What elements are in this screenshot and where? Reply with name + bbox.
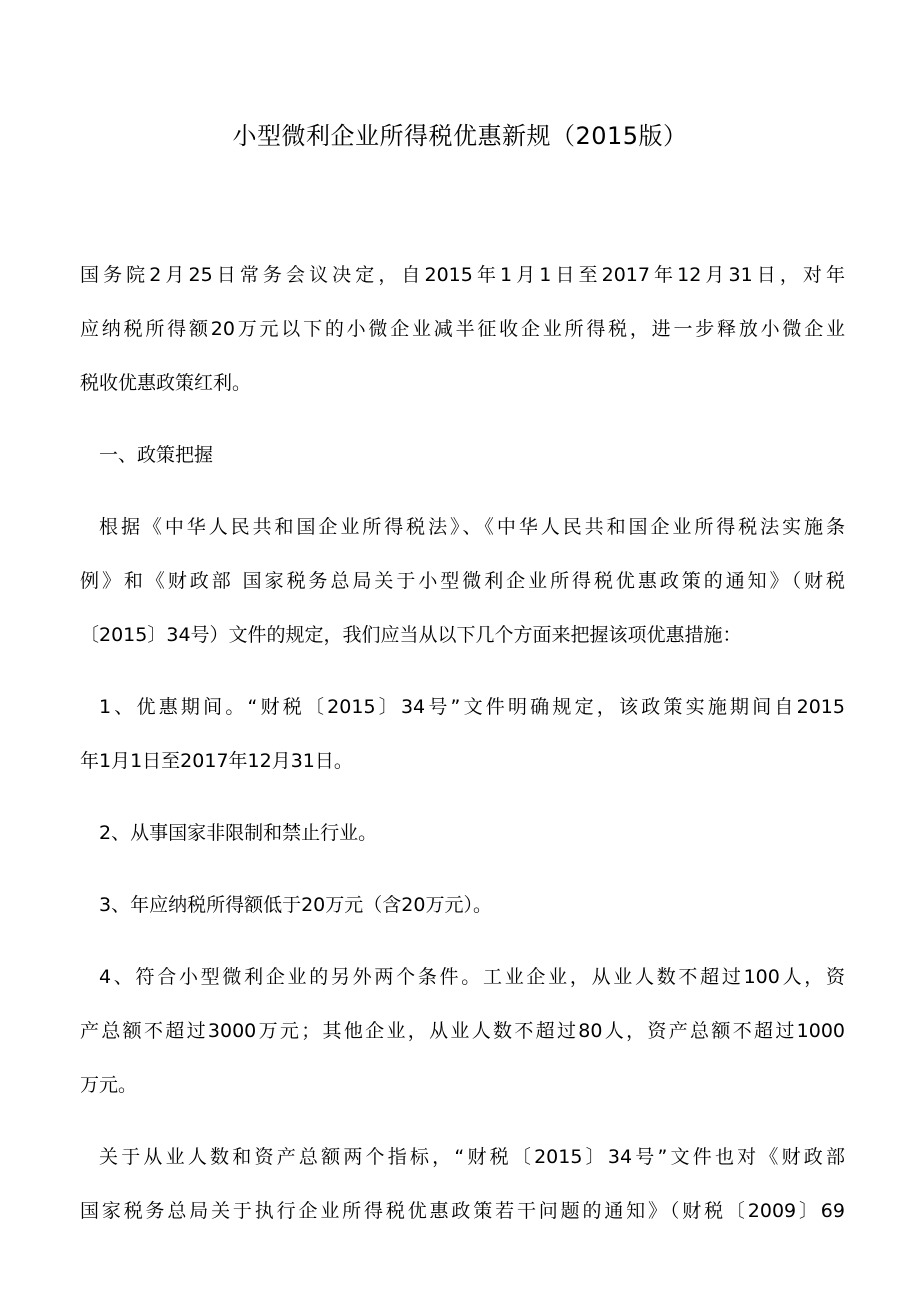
text-line: 万元。 xyxy=(80,1074,138,1096)
list-item xyxy=(80,806,845,860)
text-line: 产总额不超过3000万元；其他企业，从业人数不超过80人，资产总额不超过1000 xyxy=(80,1020,845,1042)
text-line: 税收优惠政策红利。 xyxy=(80,372,252,394)
section-heading xyxy=(80,428,845,482)
text-line: 国务院2月25日常务会议决定，自2015年1月1日至2017年12月31日，对年 xyxy=(80,264,845,286)
list-item xyxy=(80,878,845,932)
text-line: 1、优惠期间。“财税〔2015〕34号”文件明确规定，该政策实施期间自2015 xyxy=(99,696,845,718)
text-line: 根据《中华人民共和国企业所得税法》、《中华人民共和国企业所得税法实施条 xyxy=(99,516,845,538)
text-line: 2、从事国家非限制和禁止行业。 xyxy=(99,822,378,844)
text-line: 年1月1日至2017年12月31日。 xyxy=(80,750,353,772)
text-line: 国家税务总局关于执行企业所得税优惠政策若干问题的通知》（财税〔2009〕69 xyxy=(80,1200,845,1222)
paragraph-intro xyxy=(80,248,845,410)
paragraph-basis xyxy=(80,500,845,662)
text-line: 关于从业人数和资产总额两个指标，“财税〔2015〕34号”文件也对《财政部 xyxy=(99,1146,845,1168)
text-line: 一、政策把握 xyxy=(99,444,214,466)
text-line: 应纳税所得额20万元以下的小微企业减半征收企业所得税，进一步释放小微企业 xyxy=(80,318,845,340)
list-item xyxy=(80,950,845,1112)
document-title: 小型微利企业所得税优惠新规（2015版） xyxy=(232,122,688,150)
text-line: 〔2015〕34号）文件的规定，我们应当从以下几个方面来把握该项优惠措施： xyxy=(80,624,742,646)
document-body xyxy=(80,248,845,1238)
text-line: 例》和《财政部 国家税务总局关于小型微利企业所得税优惠政策的通知》（财税 xyxy=(80,570,845,592)
paragraph-indicators xyxy=(80,1130,845,1238)
text-line: 4、符合小型微利企业的另外两个条件。工业企业，从业人数不超过100人，资 xyxy=(99,966,845,988)
text-line: 3、年应纳税所得额低于20万元（含20万元）。 xyxy=(99,894,492,916)
list-item xyxy=(80,680,845,788)
